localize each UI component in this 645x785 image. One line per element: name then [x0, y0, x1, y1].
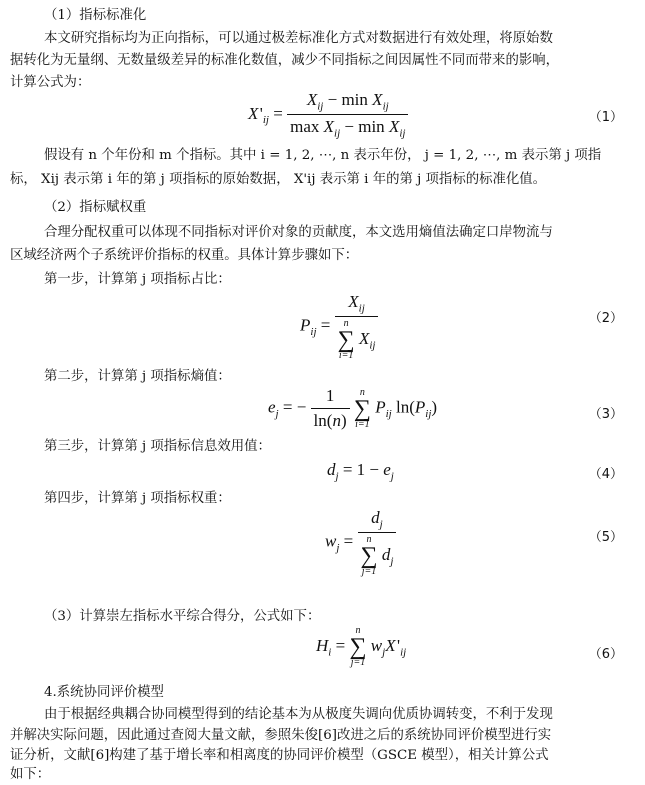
equation-6-number: （6）: [588, 647, 623, 662]
equation-2: $P_{ij}$ = $X_{ij}$ n ∑ i=1 $X_{ij}$: [300, 292, 378, 361]
paragraph-4-line-3: 证分析，文献[6]构建了基于增长率和相离度的协同评价模型（GSCE 模型），相关计算公式: [10, 748, 549, 763]
paragraph-1-line-2: 据转化为无量纲、无数量级差异的标准化数值，减少不同指标之间因属性不同而带来的影响，: [10, 53, 560, 68]
paragraph-2-line-1: 假设有 n 个年份和 m 个指标。其中 i = 1, 2, ⋯, n 表示年份， j = 1, 2, ⋯, m 表示第 j 项指: [44, 148, 602, 163]
paragraph-4-line-2: 并解决实际问题，因此通过查阅大量文献，参照朱俊[6]改进之后的系统协同评价模型进行实: [10, 728, 552, 743]
paragraph-3-line-2: 区域经济两个子系统评价指标的权重。具体计算步骤如下：: [10, 248, 359, 263]
equation-4: $d_j = 1 - e_j$: [327, 460, 394, 483]
section-1-heading: （1）指标标准化: [44, 8, 147, 23]
step-1-text: 第一步，计算第 j 项指标占比：: [44, 272, 231, 287]
equation-5: $w_j$ = $d_j$ n ∑ j=1 $d_j$: [325, 508, 396, 577]
paragraph-1-line-1: 本文研究指标均为正向指标，可以通过极差标准化方式对数据进行有效处理，将原始数: [44, 31, 553, 46]
equation-1: X '$_{ij}$ = $\frac{X_{ij} - \min X_{ij}}{\max X_{ij} - \min X_{ij}}$: [248, 90, 408, 140]
paragraph-4-line-4: 如下：: [10, 767, 51, 782]
paragraph-2-line-2: 标， Xij 表示第 i 年的第 j 项指标的原始数据， X'ij 表示第 i 年的第 j 项指标的标准化值。: [10, 172, 547, 187]
step-4-text: 第四步，计算第 j 项指标权重：: [44, 491, 231, 506]
step-3-text: 第三步，计算第 j 项指标信息效用值：: [44, 439, 271, 454]
equation-1-number: （1）: [588, 110, 623, 125]
equation-6: $H_i$ = n ∑ j=1 $w_jX$ '$_{ij}$: [316, 625, 407, 668]
paragraph-1-line-3: 计算公式为：: [10, 75, 91, 90]
paragraph-4-line-1: 由于根据经典耦合协同模型得到的结论基本为从极度失调向优质协调转变，不利于发现: [44, 707, 553, 722]
equation-3: $e_j$ = − $\frac{1}{\ln(n)}$ n ∑ i=1 $P_{ij}$ $\ln(P_{ij})$: [268, 386, 438, 430]
paragraph-3-line-1: 合理分配权重可以体现不同指标对评价对象的贡献度，本文选用熵值法确定口岸物流与: [44, 225, 553, 240]
section-4-heading: 4.系统协同评价模型: [44, 685, 164, 700]
equation-5-number: （5）: [588, 530, 623, 545]
equation-3-number: （3）: [588, 407, 623, 422]
section-2-heading: （2）指标赋权重: [44, 200, 147, 215]
step-2-text: 第二步，计算第 j 项指标熵值：: [44, 369, 231, 384]
section-3-heading: （3）计算崇左指标水平综合得分，公式如下：: [44, 609, 321, 624]
equation-2-number: （2）: [588, 311, 623, 326]
equation-4-number: （4）: [588, 467, 623, 482]
